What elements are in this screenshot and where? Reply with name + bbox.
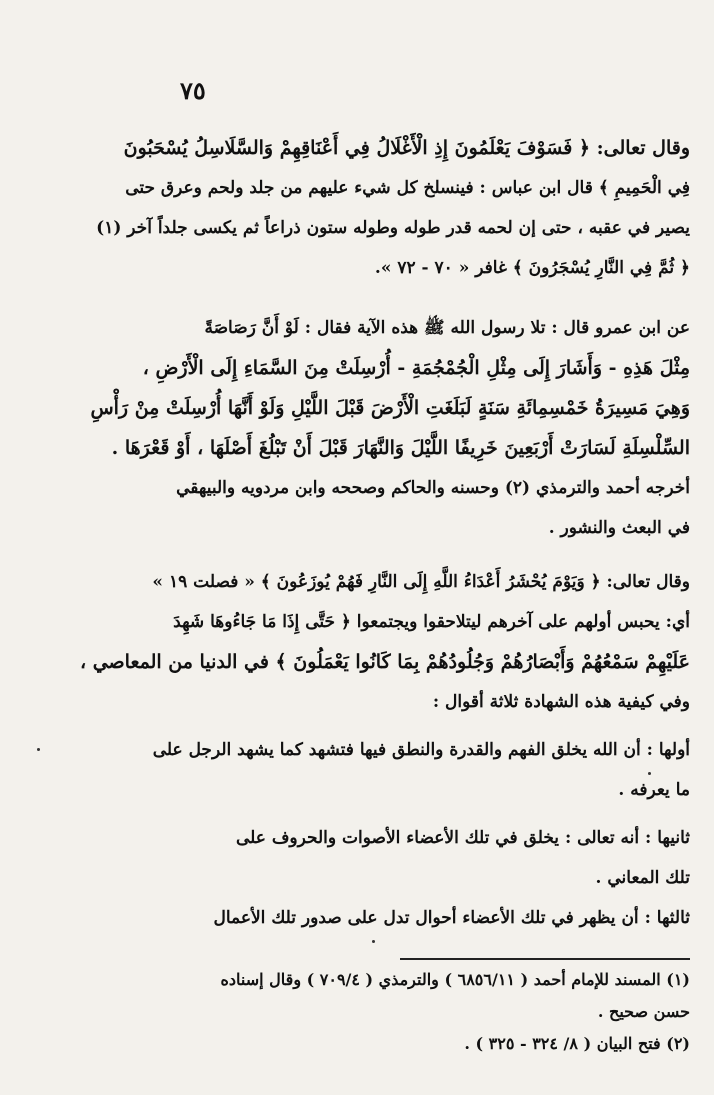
scan-speck	[372, 940, 375, 943]
footnote-line: (٢) فتح البيان ( ٨/ ٣٢٤ - ٣٢٥ ) .	[464, 1034, 690, 1053]
footnote-divider	[400, 958, 690, 960]
paragraph-6	[120, 898, 690, 938]
page-number: ٧٥	[180, 76, 206, 105]
text-line: ثالثها : أن يظهر في تلك الأعضاء أحوال تدل على صدور تلك الأعمال	[213, 908, 690, 928]
paragraph-5	[120, 818, 690, 898]
scan-speck	[648, 772, 651, 775]
text-line: في البعث والنشور .	[548, 518, 690, 538]
text-line: عن ابن عمرو قال : تلا رسول الله ﷺ هذه الآية فقال : لَوْ أَنَّ رَصَاصَةً	[204, 318, 690, 338]
text-line: ﴿ ثُمَّ فِي النَّارِ يُسْجَرُونَ ﴾ غافر « ٧٠ - ٧٢ ».	[374, 258, 690, 278]
footnotes	[120, 964, 690, 1060]
paragraph-4	[120, 730, 690, 810]
scan-speck	[37, 748, 40, 751]
text-line: وفي كيفية هذه الشهادة ثلاثة أقوال :	[432, 692, 690, 712]
text-line: أي: يحبس أولهم على آخرهم ليتلاحقوا ويجتمعوا ﴿ حَتَّى إِذَا مَا جَاءُوهَا شَهِدَ	[173, 612, 690, 632]
paragraph-1	[96, 128, 690, 288]
text-line: وَهِيَ مَسِيرَةُ خَمْسِمِائَةِ سَنَةٍ لَبَلَغَتِ الْأَرْضَ قَبْلَ اللَّيْلِ وَلَوْ أَنَّهَا أُرْسِلَتْ مِنْ رَأْسِ	[90, 397, 690, 419]
text-line: ما يعرفه .	[618, 780, 690, 800]
text-line: مِثْلَ هَذِهِ - وَأَشَارَ إِلَى مِثْلِ الْجُمْجُمَةِ - أُرْسِلَتْ مِنَ السَّمَاءِ إِلَى الْأَرْضِ ،	[142, 357, 690, 379]
text-line: فِي الْحَمِيمِ ﴾ قال ابن عباس : فينسلخ كل شيء عليهم من جلد ولحم وعرق حتى	[125, 178, 690, 198]
text-line: ثانيها : أنه تعالى : يخلق في تلك الأعضاء الأصوات والحروف على	[235, 828, 690, 848]
text-line: السِّلْسِلَةِ لَسَارَتْ أَرْبَعِينَ خَرِيفًا اللَّيْلَ وَالنَّهَارَ قَبْلَ أَنْ تَبْلُغَ أَصْلَهَا ، أَوْ قَعْرَهَا .	[111, 437, 690, 459]
paragraph-3	[79, 562, 690, 722]
text-line: أخرجه أحمد والترمذي (٢) وحسنه والحاكم وصححه وابن مردويه والبيهقي	[176, 478, 690, 498]
footnote-line: (١) المسند للإمام أحمد ( ٦٨٥٦/١١ ) والترمذي ( ٧٠٩/٤ ) وقال إسناده	[220, 970, 690, 989]
text-line: وقال تعالى: ﴿ وَيَوْمَ يُحْشَرُ أَعْدَاءُ اللَّهِ إِلَى النَّارِ فَهُمْ يُوزَعُونَ ﴾ « فصلت ١٩ »	[152, 572, 690, 592]
text-line: تلك المعاني .	[595, 868, 690, 888]
footnote-line: حسن صحيح .	[597, 1002, 690, 1021]
text-line: وقال تعالى: ﴿ فَسَوْفَ يَعْلَمُونَ إِذِ الْأَغْلَالُ فِي أَعْنَاقِهِمْ وَالسَّلَاسِلُ يُسْحَبُونَ	[123, 137, 690, 159]
paragraph-2	[90, 308, 690, 548]
text-line: يصير في عقبه ، حتى إن لحمه قدر طوله وطوله ستون ذراعاً ثم يكسى جلداً آخر (١)	[96, 218, 690, 238]
text-line: عَلَيْهِمْ سَمْعُهُمْ وَأَبْصَارُهُمْ وَجُلُودُهُمْ بِمَا كَانُوا يَعْمَلُونَ ﴾ في الدنيا من المعاصي ،	[79, 651, 690, 673]
text-line: أولها : أن الله يخلق الفهم والقدرة والنطق فيها فتشهد كما يشهد الرجل على	[152, 740, 690, 760]
